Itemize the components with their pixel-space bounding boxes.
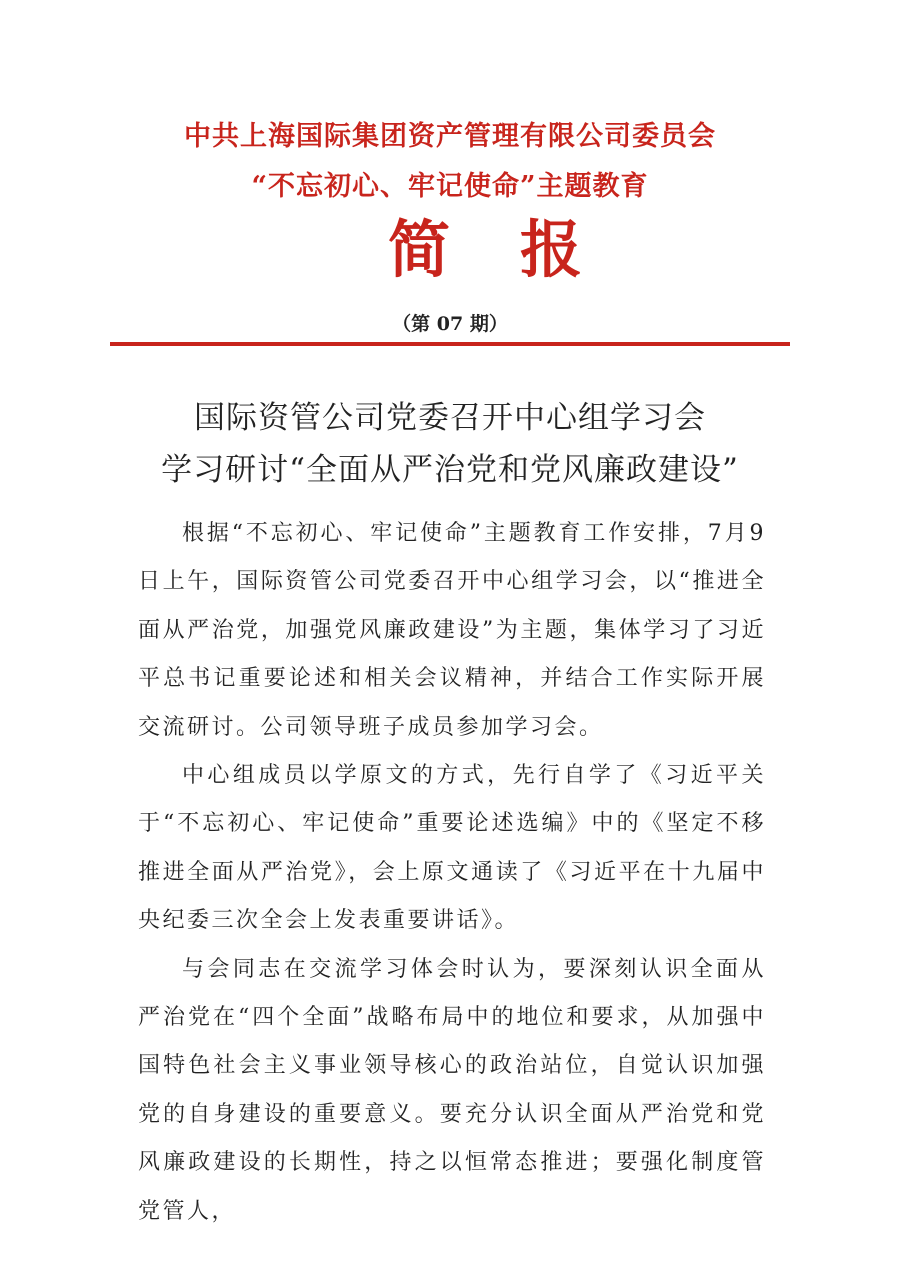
paragraph-2: 中心组成员以学原文的方式，先行自学了《习近平关于“不忘初心、牢记使命”重要论述选编》中的《坚定不移推进全面从严治党》，会上原文通读了《习近平在十九届中央纪委三次全会上发表重要讲话》。 [138,763,766,934]
bulletin-title: 简报 [387,213,652,286]
article-title-line-1: 国际资管公司党委召开中心组学习会 [194,400,706,436]
paragraph-3: 与会同志在交流学习体会时认为，要深刻认识全面从严治党在“四个全面”战略布局中的地位和要求，从加强中国特色社会主义事业领导核心的政治站位，自觉认识加强党的自身建设的重要意义。要充分认识全面从严治党和党风廉政建设的长期性，持之以恒常态推进；要强化制度管党管人， [138,956,766,1224]
red-divider [110,342,790,346]
theme-title: “不忘初心、牢记使命”主题教育 [251,171,649,202]
issue-number: （第 07 期） [392,313,508,335]
paragraph-1: 根据“不忘初心、牢记使命”主题教育工作安排，7月9日上午，国际资管公司党委召开中心组学习会，以“推进全面从严治党，加强党风廉政建设”为主题，集体学习了习近平总书记重要论述和相关会议精神，并结合工作实际开展交流研讨。公司领导班子成员参加学习会。 [138,521,766,740]
article-body [138,510,766,1236]
article-title-line-2: 学习研讨“全面从严治党和党风廉政建设” [161,452,739,488]
organization-title: 中共上海国际集团资产管理有限公司委员会 [184,121,716,152]
